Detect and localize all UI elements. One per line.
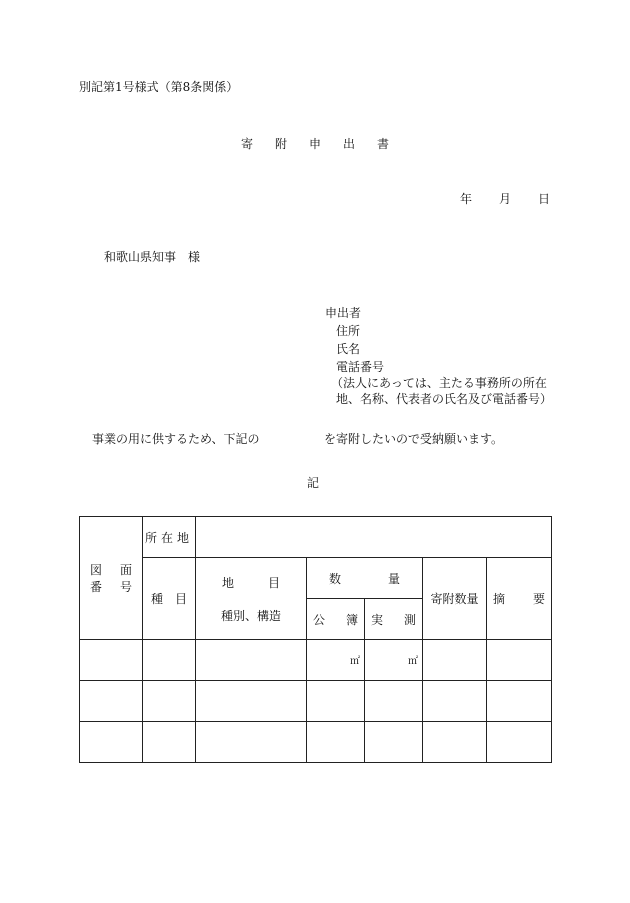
table-row [80, 722, 552, 763]
date-month: 月 [498, 192, 511, 206]
form-label: 別記第1号様式（第8条関係） [79, 80, 239, 94]
header-shumoku [143, 558, 196, 640]
date-day: 日 [537, 192, 550, 206]
table-cell [196, 681, 307, 722]
table-cell [196, 640, 307, 681]
jissoku-unit-cell [365, 640, 423, 681]
document-title: 寄附申出書 [240, 137, 411, 151]
suryo-b: 量 [387, 571, 400, 586]
shumoku-a: 種 [151, 592, 164, 606]
table-cell [423, 640, 487, 681]
table-cell [196, 722, 307, 763]
table-cell [80, 640, 143, 681]
table-cell [365, 722, 423, 763]
applicant-phone-label: 電話番号 [336, 360, 385, 374]
body-text-left: 事業の用に供するため、下記の [92, 432, 260, 446]
unit-kobo: ㎡ [350, 656, 360, 667]
tekiyo-a: 摘 [493, 592, 506, 606]
header-shozaichi: 所在地 [143, 517, 196, 558]
table-cell [423, 722, 487, 763]
table-cell [80, 722, 143, 763]
zumen-2b: 号 [119, 580, 132, 594]
jissoku-b: 測 [403, 612, 416, 627]
zumen-2a: 番 [90, 580, 103, 594]
table-row [80, 681, 552, 722]
table-row [80, 517, 552, 558]
applicant-name-label: 氏名 [336, 342, 361, 356]
jissoku-a: 実 [371, 612, 384, 627]
applicant-address-label: 住所 [336, 324, 361, 338]
kobo-unit-cell [307, 640, 365, 681]
table-cell [80, 681, 143, 722]
kobo-b: 簿 [345, 612, 358, 627]
applicant-note-line1: （法人にあっては、主たる事務所の所在 [331, 376, 547, 390]
applicant-heading: 申出者 [325, 306, 362, 320]
unit-jissoku: ㎡ [408, 656, 418, 667]
header-tekiyo [487, 558, 552, 640]
body-text-right: を寄附したいので受納願います。 [324, 432, 504, 446]
table-cell [143, 681, 196, 722]
addressee: 和歌山県知事 様 [104, 250, 201, 264]
applicant-note-line2: 地、名称、代表者の氏名及び電話番号） [336, 392, 553, 406]
table-cell [423, 681, 487, 722]
header-zumen-bango [80, 517, 143, 640]
date-year: 年 [460, 192, 473, 206]
chimoku-b: 目 [267, 575, 280, 590]
shozaichi-value [196, 517, 552, 558]
table-cell [365, 681, 423, 722]
table-cell [143, 640, 196, 681]
zumen-1a: 図 [90, 563, 103, 577]
table-cell [307, 681, 365, 722]
ki-mark: 記 [307, 476, 320, 490]
table-cell [487, 681, 552, 722]
chimoku-a: 地 [222, 575, 235, 590]
table-row [80, 640, 552, 681]
header-suryo [307, 558, 423, 599]
header-kobo [307, 599, 365, 640]
shubetsu: 種別、構造 [220, 608, 281, 623]
kobo-a: 公 [313, 612, 326, 627]
table-cell [487, 640, 552, 681]
header-jissoku [365, 599, 423, 640]
table-cell [487, 722, 552, 763]
tekiyo-b: 要 [533, 592, 546, 606]
date-line [460, 192, 550, 206]
shumoku-b: 目 [174, 592, 187, 606]
table-cell [143, 722, 196, 763]
table-cell [307, 722, 365, 763]
zumen-1b: 面 [119, 563, 132, 577]
header-chimoku [196, 558, 307, 640]
donation-table [79, 516, 552, 763]
suryo-a: 数 [329, 571, 342, 586]
header-kifu-suryo: 寄附数量 [423, 558, 487, 640]
table-row [80, 558, 552, 599]
